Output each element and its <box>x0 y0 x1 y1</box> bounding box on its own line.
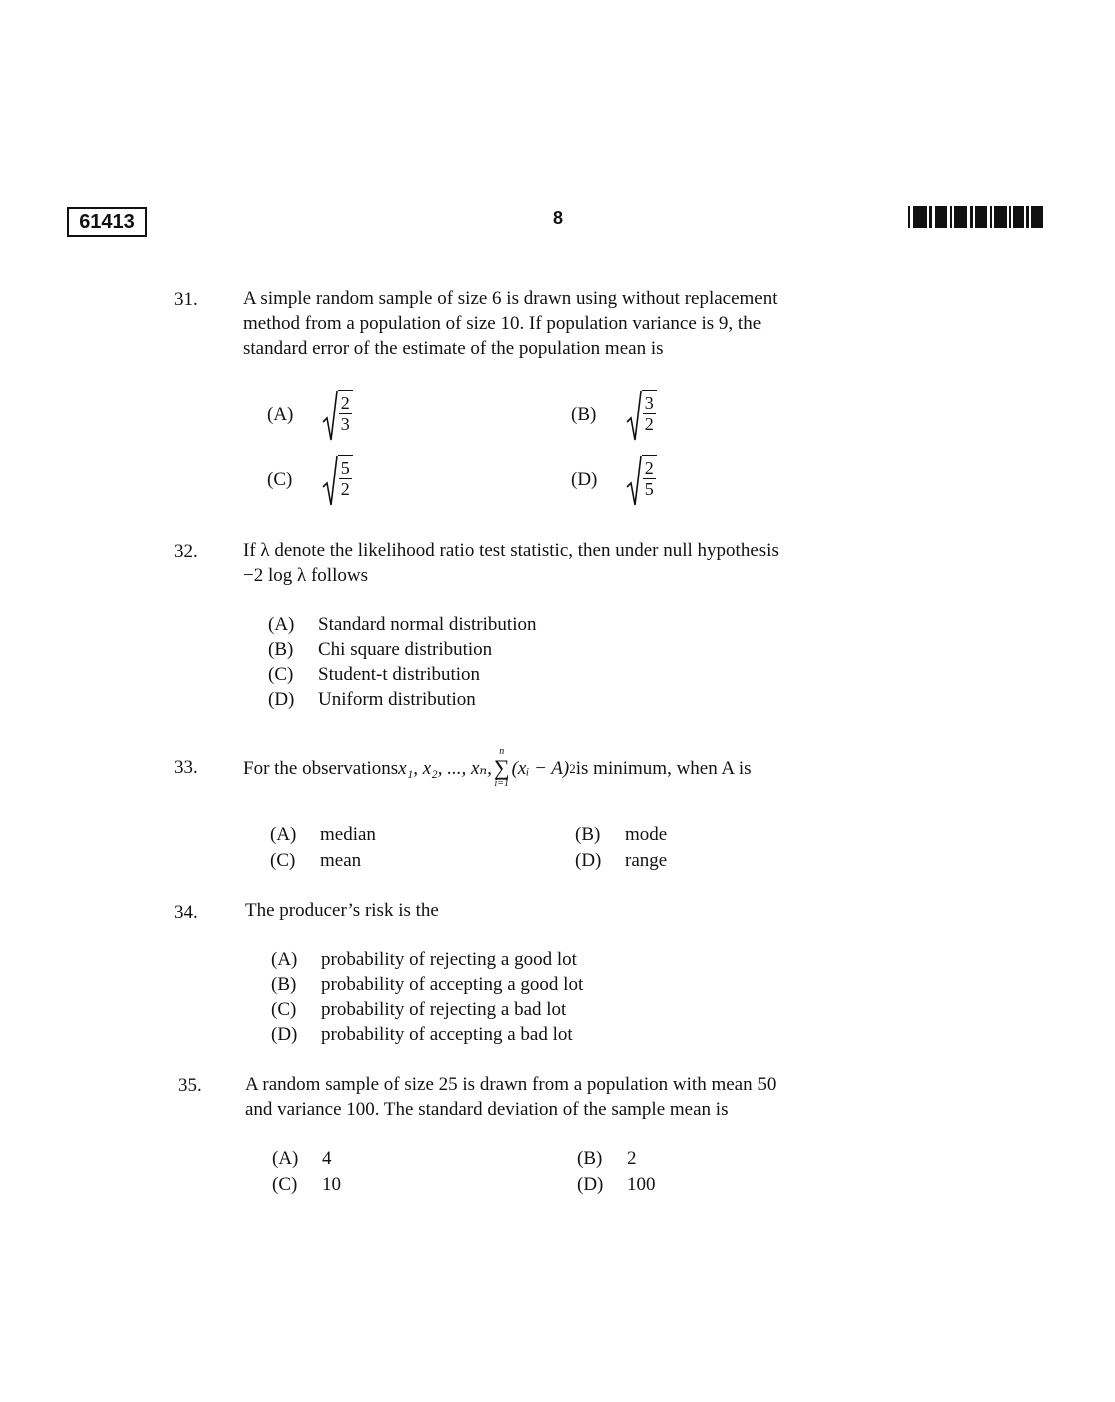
question-number: 31. <box>174 289 198 310</box>
sigma-symbol: ∑ <box>493 755 510 780</box>
question-text: A random sample of size 25 is drawn from a population with mean 50 and variance 100. The standard deviation of the sample mean is <box>245 1074 777 1120</box>
option-list <box>271 947 583 1047</box>
option: (B) $\frac{3}{2}$ <box>571 390 657 442</box>
question-number: 33. <box>174 757 198 778</box>
square-root: $\frac{3}{2}$ <box>626 390 657 442</box>
barcode <box>908 206 1043 228</box>
square-root: $\frac{2}{3}$ <box>322 390 353 442</box>
option: (B) 2 <box>577 1148 637 1169</box>
question-text: A simple random sample of size 6 is drawn using without replacement method from a population of size 10. If population variance is 9, the standard error of the estimate of the population mean is <box>243 288 778 359</box>
question-number: 34. <box>174 902 198 923</box>
option: (D) $\frac{2}{5}$ <box>571 455 657 507</box>
option: (C) 10 <box>272 1174 341 1195</box>
option-list <box>268 612 536 712</box>
question-text: If λ denote the likelihood ratio test statistic, then under null hypothesis −2 log λ follows <box>243 540 779 586</box>
page-number: 8 <box>552 208 563 228</box>
option: (B) Chi square distribution <box>268 639 493 660</box>
option: (C) mean <box>270 850 362 871</box>
question-text: The producer’s risk is the <box>245 900 439 921</box>
option: (D) 100 <box>577 1174 656 1195</box>
option: (C) Student-t distribution <box>268 664 481 685</box>
paper-code: 61413 <box>67 207 147 237</box>
square-root: $\frac{2}{5}$ <box>626 455 657 507</box>
question-text: For the observations x₁, x₂, ..., xₙ, n ∑ i=1 (xᵢ − A) 2 is minimum, when A is <box>243 746 752 789</box>
option: (D) range <box>575 850 668 871</box>
option: (B) mode <box>575 824 668 845</box>
summation: n ∑ i=1 <box>493 746 510 789</box>
option: (A) Standard normal distribution <box>268 614 537 635</box>
option: (D) Uniform distribution <box>268 689 476 710</box>
option: (A) 4 <box>272 1148 332 1169</box>
option: (C) $\frac{5}{2}$ <box>267 455 353 507</box>
question-number: 35. <box>178 1075 202 1096</box>
option: (C) probability of rejecting a bad lot <box>271 999 567 1020</box>
option: (D) probability of accepting a bad lot <box>271 1024 573 1045</box>
option: (A) probability of rejecting a good lot <box>271 949 577 970</box>
option: (A) $\frac{2}{3}$ <box>267 390 353 442</box>
square-root: $\frac{5}{2}$ <box>322 455 353 507</box>
question-number: 32. <box>174 541 198 562</box>
option: (B) probability of accepting a good lot <box>271 974 584 995</box>
option: (A) median <box>270 824 376 845</box>
